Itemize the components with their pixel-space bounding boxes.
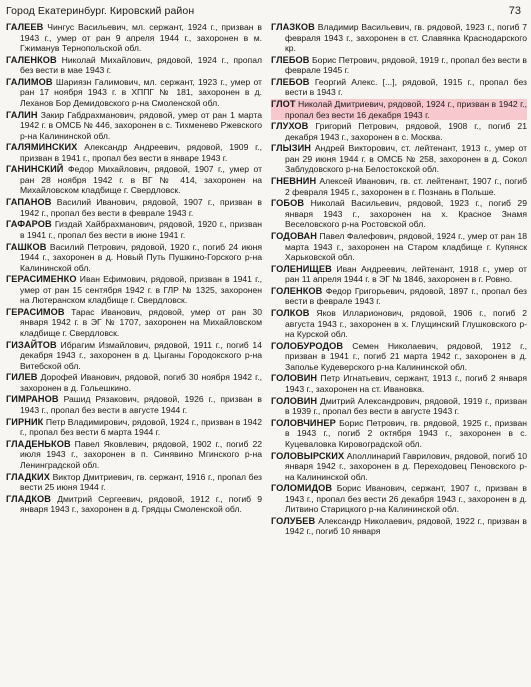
memorial-entry [6, 417, 262, 438]
entry-details: Закир Габдрахманович, рядовой, умер от ран 1 марта 1942 г. в ОМСБ № 446, захоронен в с. Тихменево Ржевского р-на Калининской обл. [20, 109, 262, 141]
entry-surname: ГАЛИН [6, 109, 38, 120]
entry-details: Павел Яковлевич, рядовой, 1902 г., погиб 22 июля 1943 г., захоронен в п. Синявино Мгинского р-на Ленинградской обл. [20, 438, 263, 470]
entry-surname: ГОЛОМИДОВ [271, 483, 333, 494]
memorial-entry [6, 55, 262, 76]
memorial-entry [6, 439, 262, 471]
entry-details: Николай Михайлович, рядовой, 1924 г., пропал без вести в мае 1943 г. [20, 54, 262, 76]
entry-surname: ГАЛИМОВ [6, 76, 53, 87]
memorial-entry [271, 264, 527, 285]
entry-details: Чингус Васильевич, мл. сержант, 1924 г., призван в 1943 г., умер от ран 9 апреля 1944 г., захоронен в м. Гжиманув Тернопольской обл. [20, 22, 262, 53]
highlighted-entry [271, 99, 527, 120]
entry-surname: ГАЛЕЕВ [6, 22, 44, 32]
entry-surname: ГИМРАНОВ [6, 394, 59, 405]
entry-surname: ГИРНИК [6, 416, 44, 427]
memorial-entry [271, 373, 527, 394]
page-header [6, 3, 521, 19]
memorial-entry [271, 176, 527, 197]
entry-surname: ГЕРАСИМОВ [6, 306, 65, 317]
entry-details: Дмитрий Сергеевич, рядовой, 1912 г., погиб 9 января 1943 г., захоронен в д. Грядцы Смоленской обл. [20, 493, 262, 515]
memorial-entry [6, 22, 262, 54]
running-header-title: Город Екатеринбург. Кировский район [6, 5, 195, 17]
memorial-entry [271, 308, 527, 340]
entry-details: Александр Николаевич, рядовой, 1922 г., призван в 1942 г., погиб 10 января [285, 515, 527, 537]
memorial-entry [6, 472, 262, 493]
memorial-entry [6, 394, 262, 415]
entry-details: Георгий Алекс. [...], рядовой, 1915 г., пропал без вести в 1943 г. [285, 76, 527, 98]
entry-details: Борис Петрович, гв. рядовой, 1925 г., призван в 1943 г., погиб 2 октября 1943 г., захоронен в с. Куцеваловка Кировоградской обл. [285, 417, 528, 449]
entry-details: Дорофей Иванович, рядовой, погиб 30 ноября 1942 г., захоронен в д. Гольешкино. [20, 372, 262, 393]
entry-surname: ГЕРАСИМЕНКО [6, 274, 77, 285]
memorial-entry [271, 451, 527, 483]
entry-details: Алексей Иванович, гв. ст. лейтенант, 1907 г., погиб 2 февраля 1945 г., захоронен в г. Познань в Польше. [285, 176, 527, 197]
entry-surname: ГАНИНСКИЙ [6, 164, 64, 175]
entry-details: Борис Иванович, сержант, 1907 г., призван в 1943 г., пропал без вести 26 декабря 1943 г., захоронен в д. Литвино Старицкого р-на Калининской обл. [285, 483, 528, 515]
memorial-entry [271, 22, 527, 54]
entry-surname: ГЛОТ [271, 99, 296, 110]
memorial-entry [271, 516, 527, 537]
memorial-entry [6, 494, 262, 515]
memorial-entry [271, 286, 527, 307]
memorial-entry [6, 242, 262, 274]
entry-details: Аполлинарий Гаврилович, рядовой, погиб 10 января 1942 г., захоронен в д. Переходовец Пеновского р-на Калининской обл. [285, 450, 527, 482]
entry-surname: ГЛАДКОВ [6, 493, 52, 504]
memorial-entry [6, 142, 262, 163]
entry-details: Виктор Дмитриевич, гв. сержант, 1916 г., пропал без вести 25 июня 1944 г. [20, 471, 262, 492]
memorial-entry [6, 164, 262, 196]
entry-details: Дмитрий Александрович, рядовой, 1919 г., призван в 1939 г., пропал без вести в августе 1943 г. [285, 395, 527, 417]
memorial-entry [6, 219, 262, 240]
entry-details: Федор Михайлович, рядовой, 1907 г., умер от ран 28 ноября 1942 г. в ВГ № 414, захоронен на Михайловском кладбище г. Свердловск. [20, 164, 263, 196]
entry-details: Борис Петрович, рядовой, 1919 г., пропал без вести в феврале 1945 г. [285, 54, 527, 76]
entry-details: Николай Васильевич, рядовой, 1923 г., погиб 29 января 1943 г., захоронен на х. Красное Знамя Веселовского р-на Ростовской обл. [285, 198, 527, 230]
right-column [271, 22, 527, 538]
memorial-entry [271, 55, 527, 76]
entry-surname: ГЛЕБОВ [271, 76, 310, 87]
memorial-entry [271, 121, 527, 142]
entry-surname: ГОДОВАН [271, 231, 317, 241]
entry-surname: ГАЛЕНКОВ [6, 54, 57, 65]
entry-details: Василий Петрович, рядовой, 1920 г., погиб 24 июня 1944 г., захоронен в д. Новый Путь Пушкино-Горского р-на Калининской обл. [20, 241, 262, 273]
entry-details: Семен Николаевич, рядовой, 1912 г., призван в 1941 г., погиб 21 марта 1942 г., захоронен в д. Заполье Кудеверского р-на Калининской обл. [285, 340, 527, 372]
entry-surname: ГОЛУБЕВ [271, 515, 316, 526]
entry-details: Шариязн Галимович, мл. сержант, 1923 г., умер от ран 17 ноября 1943 г. в ХППГ № 181, захоронен в д. Леханов Бор Демидовского р-на Смоленской обл. [20, 76, 262, 108]
page-number: 73 [508, 5, 521, 17]
entry-surname: ГЛАДКИХ [6, 471, 50, 482]
memorial-entry [271, 418, 527, 450]
entry-details: Иван Андреевич, лейтенант, 1918 г., умер от ран 11 апреля 1944 г. в ЭГ № 1846, захоронен в г. Ровно. [285, 263, 527, 285]
entry-details: Николай Дмитриевич, рядовой, 1924 г., призван в 1942 г., пропал без вести 16 декабря 1943 г. [285, 99, 527, 120]
entry-surname: ГИЛЕВ [6, 372, 38, 383]
entry-surname: ГИЗАЙТОВ [6, 339, 57, 350]
entry-surname: ГЛЕБОВ [271, 54, 310, 65]
entry-surname: ГЛАДЕНЬКОВ [6, 438, 71, 449]
memorial-entry [271, 396, 527, 417]
memorial-entry [6, 274, 262, 306]
memorial-entry [271, 198, 527, 230]
left-column [6, 22, 262, 516]
entry-surname: ГОЛОВИН [271, 373, 318, 384]
memorial-entry [6, 77, 262, 109]
entry-details: Григорий Петрович, рядовой, 1908 г., погиб 21 декабря 1943 г., захоронен в с. Москва. [285, 121, 527, 142]
entry-surname: ГОЛОВЧИНЕР [271, 417, 336, 428]
entry-surname: ГЛАЗКОВ [271, 22, 315, 32]
entry-details: Василий Иванович, рядовой, 1907 г., призван в 1942 г., пропал без вести в феврале 1943 г. [20, 197, 262, 218]
memorial-entry [271, 231, 527, 263]
entry-details: Гиздай Хайбрахманович, рядовой, 1920 г., призван в 1941 г., пропал без вести в июне 1941 г. [20, 219, 262, 240]
entry-details: Петр Владимирович, рядовой, 1924 г., призван в 1942 г., пропал без вести 6 марта 1944 г. [20, 416, 262, 438]
entry-details: Павел Фалефович, рядовой, 1924 г., умер от ран 18 марта 1943 г., захоронен на Старом кладбище г. Купянск Харьковской обл. [285, 231, 527, 262]
entry-details: Александр Андреевич, рядовой, 1909 г., призван в 1941 г., пропал без вести в январе 1943 г. [20, 142, 263, 163]
entry-surname: ГНЕВНИН [271, 176, 317, 187]
entry-details: Андрей Викторович, ст. лейтенант, 1913 г., умер от ран 29 июня 1944 г. в ОМСБ № 258, захоронен в д. Сокол Заблудовского р-на Белостокской обл. [285, 143, 528, 175]
entry-details: Яков Илларионович, рядовой, 1906 г., погиб 2 августа 1943 г., захоронен в х. Глущинский Глушковского р-на Курской обл. [285, 308, 527, 340]
entry-details: Петр Игнатьевич, сержант, 1913 г., погиб 2 января 1943 г., захоронен на ст. Ивановка. [285, 373, 528, 394]
entry-surname: ГЛУХОВ [271, 121, 309, 132]
entry-surname: ГАШКОВ [6, 241, 47, 252]
entry-details: Рашид Рязакович, рядовой, 1926 г., призван в 1943 г., пропал без вести в августе 1944 г. [20, 394, 262, 415]
entry-surname: ГЛЫЗИН [271, 143, 312, 154]
memorial-entry [6, 372, 262, 393]
entry-surname: ГОЛОВЫРСКИХ [271, 450, 345, 461]
entry-surname: ГОЛКОВ [271, 308, 310, 319]
entry-surname: ГОЛОВИН [271, 395, 318, 406]
memorial-entry [6, 340, 262, 372]
memorial-entry [6, 197, 262, 218]
memorial-entry [6, 307, 262, 339]
entry-details: Владимир Васильевич, гв. рядовой, 1923 г., погиб 7 февраля 1943 г., захоронен в ст. Славянка Краснодарского кр. [285, 22, 527, 53]
entry-details: Федор Григорьевич, рядовой, 1897 г., пропал без вести в феврале 1943 г. [285, 285, 527, 307]
entry-surname: ГОЛЕНИЩЕВ [271, 263, 332, 274]
entry-details: Иван Ефимович, рядовой, призван в 1941 г., умер от ран 15 сентября 1942 г. в ГЛР № 1325, захоронен на Лютеранском кладбище г. Свердловск. [20, 274, 263, 306]
entry-details: Ибрагим Измайлович, рядовой, 1911 г., погиб 14 декабря 1943 г., захоронен в д. Цыганы Городокского р-на Витебской обл. [20, 339, 262, 371]
entry-details: Тарас Иванович, рядовой, умер от ран 30 января 1942 г. в ЭГ № 1707, захоронен на Михайловском кладбище г. Свердловск. [20, 306, 262, 338]
entry-surname: ГОБОВ [271, 198, 305, 209]
entry-surname: ГАЛЯМИНСКИХ [6, 142, 78, 153]
memorial-entry [271, 341, 527, 373]
entry-surname: ГОЛЕНКОВ [271, 285, 323, 296]
entry-surname: ГАФАРОВ [6, 219, 52, 230]
memorial-entry [6, 110, 262, 142]
memorial-entry [271, 143, 527, 175]
memorial-entry [271, 77, 527, 98]
entry-surname: ГОЛОБУРОДОВ [271, 340, 344, 351]
memorial-entry [271, 483, 527, 515]
entry-surname: ГАПАНОВ [6, 197, 52, 208]
